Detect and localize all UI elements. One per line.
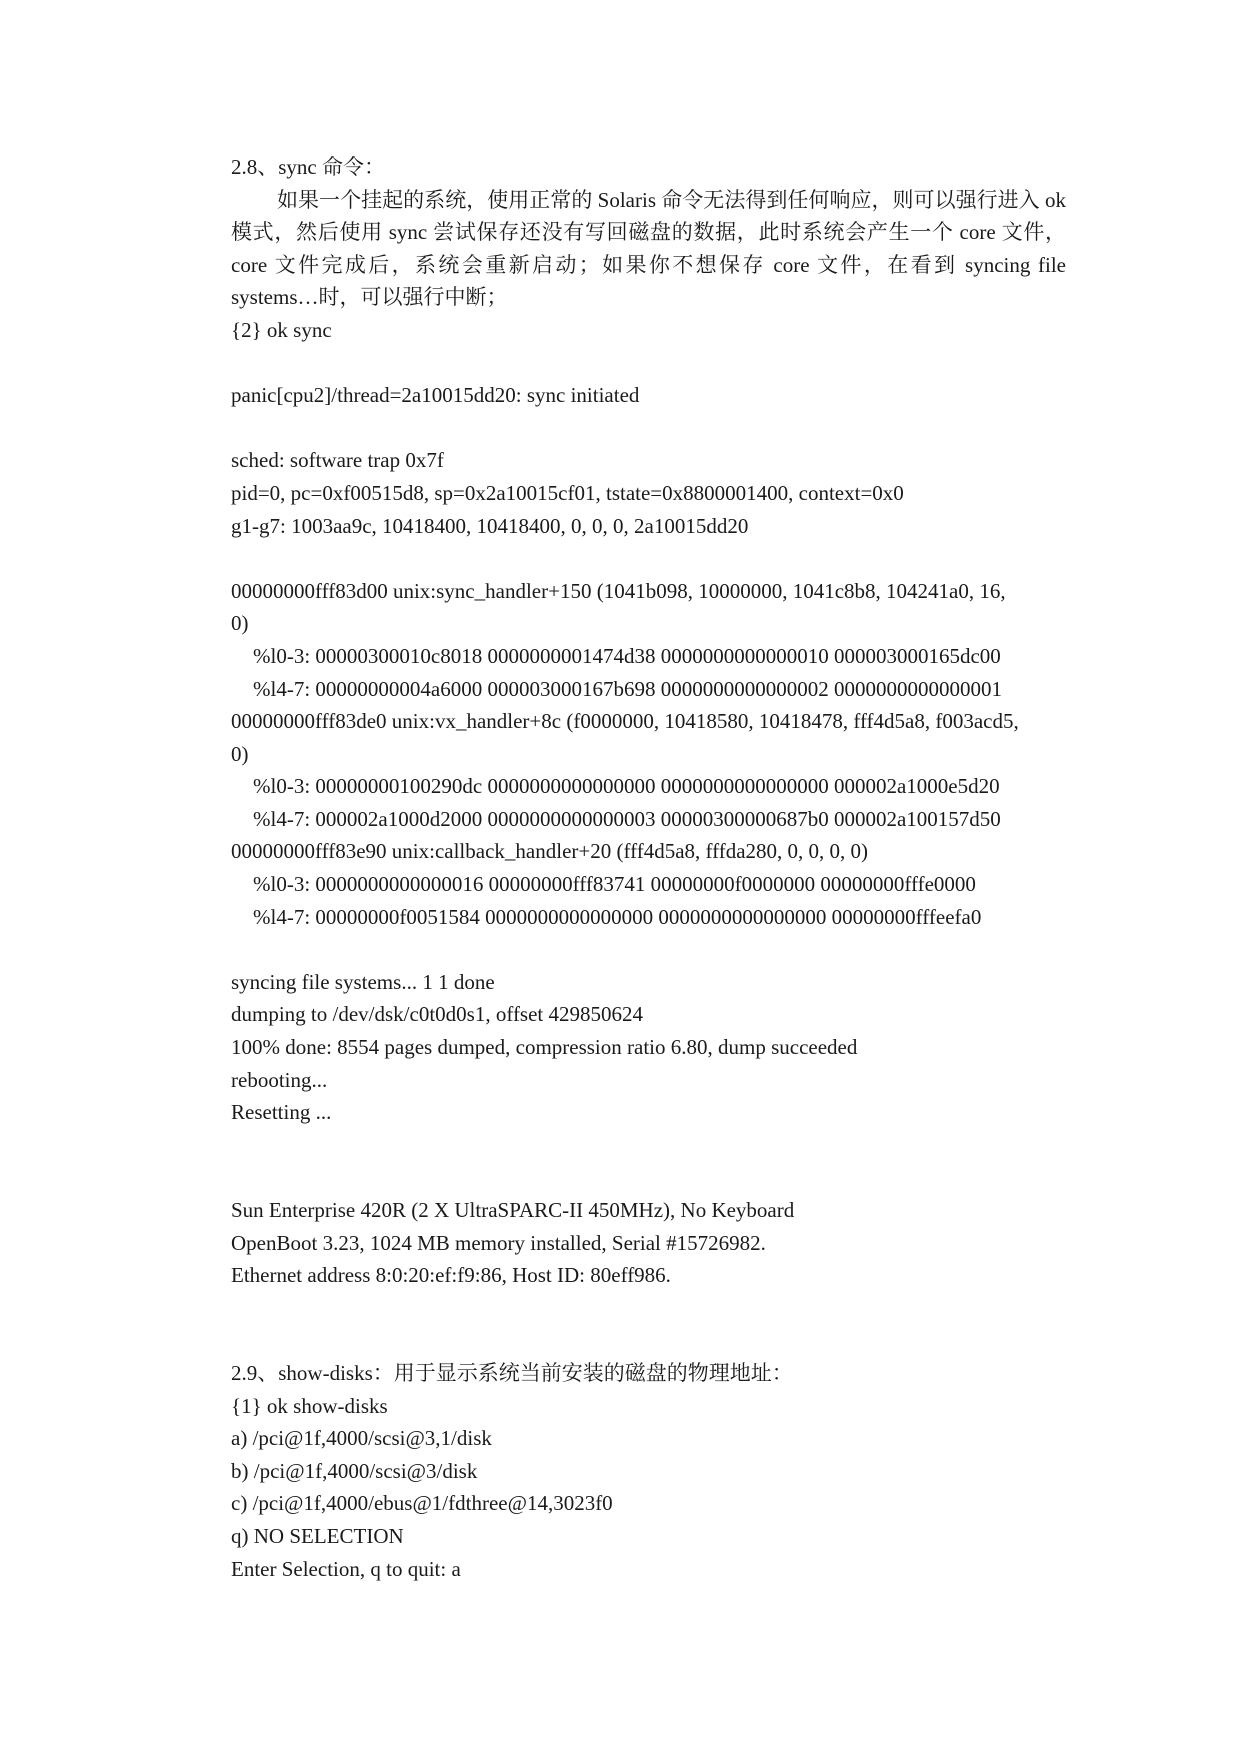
blank-line xyxy=(231,1324,1066,1357)
pid-line: pid=0, pc=0xf00515d8, sp=0x2a10015cf01, tstate=0x8800001400, context=0x0 xyxy=(231,480,904,505)
syncing-line: syncing file systems... 1 1 done xyxy=(231,969,495,994)
dump-done-line: 100% done: 8554 pages dumped, compression ratio 6.80, dump succeeded xyxy=(231,1035,858,1060)
banner-line: Ethernet address 8:0:20:ef:f9:86, Host ID: 80eff986. xyxy=(231,1263,671,1288)
show-disks-line: b) /pci@1f,4000/scsi@3/disk xyxy=(231,1458,478,1483)
blank-line xyxy=(231,1161,1066,1194)
trace-call-continuation: 0) xyxy=(231,611,249,636)
blank-line xyxy=(231,1129,1066,1162)
show-disks-line: q) NO SELECTION xyxy=(231,1523,404,1548)
banner-line: Sun Enterprise 420R (2 X UltraSPARC-II 450MHz), No Keyboard xyxy=(231,1198,795,1222)
section-2-9-heading: 2.9、show-disks：用于显示系统当前安装的磁盘的物理地址： xyxy=(231,1360,793,1385)
trace-register-line: %l4-7: 00000000f0051584 0000000000000000 0000000000000000 00000000fffeefa0 xyxy=(253,904,982,929)
trace-register-line: %l0-3: 00000000100290dc 0000000000000000 0000000000000000 000002a1000e5d20 xyxy=(253,774,1000,799)
g1-g7-line: g1-g7: 1003aa9c, 10418400, 10418400, 0, 0, 0, 2a10015dd20 xyxy=(231,513,749,538)
rebooting-line: rebooting... xyxy=(231,1067,328,1092)
sync-command: {2} ok sync xyxy=(231,317,332,342)
document-body xyxy=(231,151,1066,1585)
resetting-line: Resetting ... xyxy=(231,1100,332,1125)
trace-call-line: 00000000fff83de0 unix:vx_handler+8c (f0000000, 10418580, 10418478, fff4d5a8, f003acd5, xyxy=(231,709,1019,734)
banner-line: OpenBoot 3.23, 1024 MB memory installed, Serial #15726982. xyxy=(231,1230,766,1255)
panic-line: panic[cpu2]/thread=2a10015dd20: sync initiated xyxy=(231,383,640,408)
blank-line xyxy=(231,347,1066,380)
section-2-8-heading: 2.8、sync 命令： xyxy=(231,155,385,179)
show-disks-line: {1} ok show-disks xyxy=(231,1393,388,1418)
show-disks-line: Enter Selection, q to quit: a xyxy=(231,1556,461,1581)
trace-register-line: %l0-3: 0000000000000016 00000000fff83741 00000000f0000000 00000000fffe0000 xyxy=(253,872,976,897)
dumping-line: dumping to /dev/dsk/c0t0d0s1, offset 429850624 xyxy=(231,1002,644,1027)
sched-line: sched: software trap 0x7f xyxy=(231,448,444,473)
show-disks-line: a) /pci@1f,4000/scsi@3,1/disk xyxy=(231,1426,492,1451)
show-disks-line: c) /pci@1f,4000/ebus@1/fdthree@14,3023f0 xyxy=(231,1491,613,1516)
blank-line xyxy=(231,412,1066,445)
trace-register-line: %l4-7: 00000000004a6000 000003000167b698 0000000000000002 0000000000000001 xyxy=(253,676,1002,701)
trace-register-line: %l0-3: 00000300010c8018 0000000001474d38 0000000000000010 000003000165dc00 xyxy=(253,643,1001,668)
trace-call-continuation: 0) xyxy=(231,741,249,766)
trace-register-line: %l4-7: 000002a1000d2000 0000000000000003 00000300000687b0 000002a100157d50 xyxy=(253,806,1001,831)
trace-call-line: 00000000fff83d00 unix:sync_handler+150 (1041b098, 10000000, 1041c8b8, 104241a0, 16, xyxy=(231,578,1006,603)
blank-line xyxy=(231,933,1066,966)
trace-call-line: 00000000fff83e90 unix:callback_handler+20 (fff4d5a8, fffda280, 0, 0, 0, 0) xyxy=(231,839,869,864)
blank-line xyxy=(231,1292,1066,1325)
blank-line xyxy=(231,542,1066,575)
section-2-8-paragraph: 如果一个挂起的系统，使用正常的 Solaris 命令无法得到任何响应，则可以强行进入 ok 模式，然后使用 sync 尝试保存还没有写回磁盘的数据，此时系统会产生一个 core 文件，core 文件完成后，系统会重新启动；如果你不想保存 core 文件，在看到 syncing file systems…时，可以强行中断； xyxy=(231,187,1066,310)
